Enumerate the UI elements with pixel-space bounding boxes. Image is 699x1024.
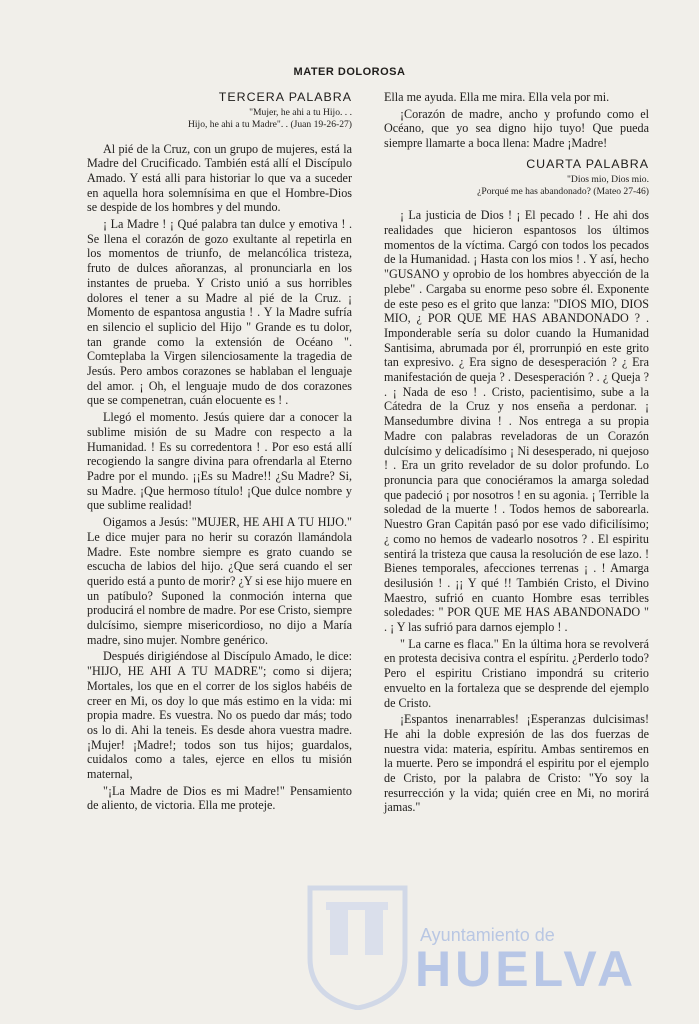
- epigraph-cuarta: "Dios mio, Dios mio. ¿Porqué me has abandonado? (Mateo 27-46): [477, 173, 649, 197]
- page-title: MATER DOLOROSA: [293, 66, 406, 78]
- right-column: [384, 90, 649, 815]
- section-title-tercera: TERCERA PALABRA: [218, 90, 352, 104]
- paragraph: "¡La Madre de Dios es mi Madre!" Pensamiento de aliento, de victoria. Ella me proteje.: [87, 783, 352, 813]
- paragraph: Ella me ayuda. Ella me mira. Ella vela por mi.: [384, 90, 610, 104]
- left-column: [87, 90, 352, 813]
- paragraph: ¡ La Madre ! ¡ Qué palabra tan dulce y emotiva ! . Se llena el corazón de gozo exultante al repetirla en los momentos de triunfo, de melancólica tristeza, fruto de dulces añoranzas, al pronunciarla en los instantes de prueba. Y Cristo unió a sus horribles dolores el tener a su Madre al pié de la Cruz. ¡ Momento de espantosa angustia ! . Y la Madre sufría en silencio el suplicio del Hijo " Grande es tu dolor, tan grande como la extensión de Océano ". Comteplaba la Virgen silenciosamente la tragedia de Jesús. Pero ambos corazones se hablaban el lenguaje del amor. ¡ Oh, el lenguaje mudo de dos corazones que se compenetran, cuán elocuente es ! .: [87, 217, 352, 408]
- epigraph-tercera: "Mujer, he ahi a tu Hijo. . . Hijo, he ahi a tu Madre". . (Juan 19-26-27): [187, 106, 352, 131]
- section-title-cuarta: CUARTA PALABRA: [526, 156, 649, 171]
- paragraph: Al pié de la Cruz, con un grupo de mujeres, está la Madre del Crucificado. También está allí el Discípulo Amado. Y está alli para historiar lo que va a suceder en aquella hora solemnísima en que el Hombre-Dios se despide de los hombres y del mundo.: [87, 141, 352, 215]
- paragraph: Llegó el momento. Jesús quiere dar a conocer la sublime misión de su Madre con respecto a la Humanidad. ! Es su corredentora ! . Por eso está allí recogiendo la sangre divina para ofrendarla al Eterno Padre por el mundo. ¡¡Es su Madre!! ¿Su Madre? Si, su Madre. ¡Que hermoso título! ¡Que dulce nombre y que sublime realidad!: [87, 410, 352, 513]
- paragraph: Oigamos a Jesús: "MUJER, HE AHI A TU HIJO." Le dice mujer para no herir su corazón llamándola Madre. Este nombre siempre es grato cuando se escucha de labios del hijo. ¿Que será cuando el ser querido está a punto de morir? ¿Y si ese hijo muere en un patíbulo? Suponed la conmoción interna que producirá el nombre de madre. Por ese Cristo, siempre dulcísimo, siempre misericordioso, no dijo a María madre, sino mujer. Nombre genérico.: [87, 515, 352, 647]
- paragraph: ¡Corazón de madre, ancho y profundo como el Océano, que yo sea digno hijo tuyo! Que pueda siempre llamarte a boca llena: Madre ¡Madre!: [384, 106, 649, 151]
- paragraph: " La carne es flaca." En la última hora se revolverá en protesta decisiva contra el espíritu. ¿Perderlo todo? Pero el espiritu Cristiano impondrá su criterio envuelto en la fortaleza que se desprende del ejemplo de Cristo.: [384, 636, 649, 710]
- paragraph: Después dirigiéndose al Discípulo Amado, le dice: "HIJO, HE AHI A TU MADRE"; como si dijera; Mortales, los que en el correr de los siglos habéis de creer en Mi, os doy lo que más estimo en la vida: mi propia madre. Es vuestra. No os puedo dar más; todo os lo di. Ahi la teneis. Es desde ahora vuestra madre. ¡Mujer! ¡Madre!; todos son tus hijos; guardalos, cuidalos como a tales, ejerce en ellos tu misión maternal,: [87, 649, 352, 782]
- paragraph: ¡ La justicia de Dios ! ¡ El pecado ! . He ahi dos realidades que hicieron espantosos los últimos momentos de la víctima. Cargó con todos los pecados de la Humanidad. ¡ Hasta con los mios ! . Y así, hecho "GUSANO y oprobio de los hombres abyección de la plebe" . Cargaba su enorme peso sobre él. Exponente de este peso es el grito que lanza: "DIOS MIO, DIOS MIO, ¿ POR QUE ME HAS ABANDONADO ? . Imponderable sería su dolor cuando la Humanidad Santisima, abrumada por él, prorrunpió en este grito tan expresivo. ¿ Era signo de desesperación ? ¿ Era manifestación de queja ? . Desesperación ? . ¿ Queja ? . ¡ Nada de eso ! . Cristo, pacientisimo, sube a la Cátedra de la Cruz y nos enseña a perdonar. ¡ Mansedumbre divina ! . Nos entrega a su propia Madre con palabras reveladoras de un Corazón dulcísimo y delicadísimo ¡ Ni desesperado, ni quejoso ! . Era un grito revelador de su dolor profundo. Lo pronuncia para que conociéramos la amarga soledad que padeció ¡ por nosotros ! en su agonia. ¡ Terrible la soledad de la muerte ! . Todos hemos de saborearla. Nuestro Gran Capitán pasó por ese vado dificilísimo; ¿ como no hemos de vadearlo nosotros ? . El espiritu sentirá la tristeza que causa la resolución de ese lazo. ! Bienes temporales, afecciones terrenas ¡ . ! Amarga desilusión ! . ¡¡ Y qué !! También Cristo, el Divino Maestro, sufrió en cuanto Hombre esas terribles soledades: " POR QUE ME HAS ABANDONADO " . ¡ Y las sufrió para darnos ejemplo ! .: [384, 208, 649, 635]
- paragraph: ¡Espantos inenarrables! ¡Esperanzas dulcisimas! He ahi la doble expresión de las dos fuerzas de nuestra vida: materia, espíritu. Ambas sentiremos en la muerte. Pero se impondrá el espiritu por el ejemplo de Cristo, por la palabra de Cristo: "Yo soy la resurrección y la vida; quién cree en Mi, no morirá jamas.": [384, 712, 649, 815]
- watermark-big-text: HUELVA: [415, 941, 638, 997]
- watermark-small-text: Ayuntamiento de: [420, 925, 555, 945]
